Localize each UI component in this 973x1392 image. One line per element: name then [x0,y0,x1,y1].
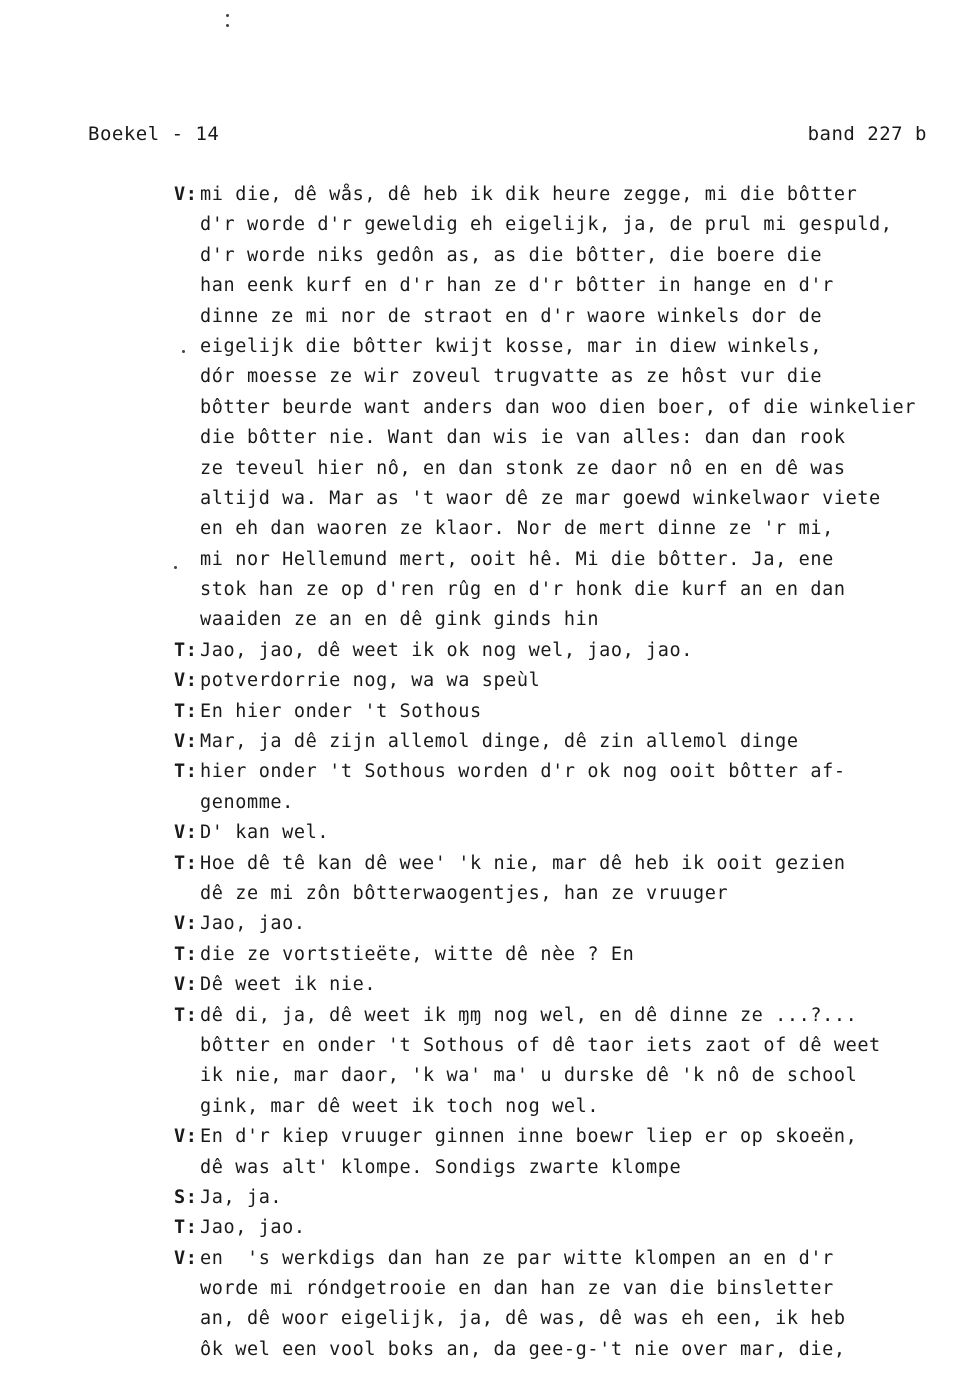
transcript-line [174,1061,964,1091]
line-text: Dê weet ik nie. [200,974,377,996]
transcript-line [174,636,964,666]
line-text: dê was alt' klompe. Sondigs zwarte klompe [200,1156,682,1178]
line-text: dê ze mi zôn bôtterwaogentjes, han ze vruuger [200,882,729,904]
line-text: bôtter beurde want anders dan woo dien boer, of die winkelier [200,396,917,418]
speaker-label: V: [174,822,198,844]
transcript-line [174,1244,964,1274]
line-text: en eh dan waoren ze klaor. Nor de mert dinne ze 'r mi, [200,518,834,540]
line-text: mi nor Hellemund mert, ooit hê. Mi die bôtter. Ja, ene [200,548,834,570]
transcript-line [174,454,964,484]
line-text: gink, mar dê weet ik toch nog wel. [200,1095,600,1117]
line-text: dê di, ja, dê weet ik ɱɱ nog wel, en dê dinne ze ...?... [200,1004,858,1026]
speaker-label: V: [174,184,198,205]
line-text: genomme. [200,791,294,813]
transcript-line [174,1153,964,1183]
transcript-line [174,302,964,332]
line-text: Ja, ja. [200,1186,283,1208]
speaker-label: T: [174,700,198,722]
line-text: waaiden ze an en dê gink ginds hin [200,609,600,631]
transcript-line [174,241,964,271]
line-text: han eenk kurf en d'r han ze d'r bôtter in hange en d'r [200,275,834,297]
transcript-line [174,727,964,757]
speaker-label: T: [174,761,198,783]
line-text: altijd wa. Mar as 't waor dê ze mar goewd winkelwaor viete [200,487,881,509]
transcript-line [174,1274,964,1304]
line-text: en 's werkdigs dan han ze par witte klompen an en d'r [200,1247,834,1269]
transcript-line [174,423,964,453]
page-header-left: Boekel - 14 [88,123,220,145]
line-text: En d'r kiep vruuger ginnen inne boewr liep er op skoeën, [200,1126,858,1148]
transcript-line [174,757,964,787]
transcript-line [174,1335,964,1365]
line-text: mi die, dê wås, dê heb ik dik heure zegge, mi die bôtter [200,184,858,205]
transcript-line [174,970,964,1000]
line-text: potverdorrie nog, wa wa speùl [200,670,541,692]
line-text: an, dê woor eigelijk, ja, dê was, dê was eh een, ik heb [200,1308,846,1330]
line-text: hier onder 't Sothous worden d'r ok nog ooit bôtter af- [200,761,846,783]
transcript-body [174,180,964,1365]
line-text: ze teveul hier nô, en dan stonk ze daor nô en en dê was [200,457,846,479]
speaker-label: V: [174,1126,198,1148]
transcript-line [174,484,964,514]
speaker-label: V: [174,670,198,692]
transcript-line [174,1031,964,1061]
speaker-label: S: [174,1186,198,1208]
transcript-line [174,849,964,879]
line-text: Jao, jao. [200,1217,306,1239]
line-text: Jao, jao, dê weet ik ok nog wel, jao, jao. [200,639,693,661]
transcript-line [174,788,964,818]
line-text: ik nie, mar daor, 'k wa' ma' u durske dê 'k nô de school [200,1065,858,1087]
transcript-line [174,362,964,392]
speaker-label: T: [174,1004,198,1026]
transcript-line [174,879,964,909]
line-text: D' kan wel. [200,822,330,844]
transcript-line [174,1001,964,1031]
transcript-line [174,605,964,635]
speaker-label: V: [174,731,198,753]
line-text: d'r worde niks gedôn as, as die bôtter, die boere die [200,244,823,266]
transcript-line [174,271,964,301]
speaker-label: T: [174,639,198,661]
transcript-line [174,1092,964,1122]
line-text: En hier onder 't Sothous [200,700,482,722]
transcript-line [174,210,964,240]
line-text: Jao, jao. [200,913,306,935]
transcript-line [174,545,964,575]
stray-mark [226,14,229,17]
line-text: die bôtter nie. Want dan wis ie van alles: dan dan rook [200,427,846,449]
transcript-line [174,1183,964,1213]
line-text: bôtter en onder 't Sothous of dê taor iets zaot of dê weet [200,1034,881,1056]
speaker-label: V: [174,913,198,935]
line-text: ôk wel een vool boks an, da gee-g-'t nie over mar, die, [200,1338,846,1360]
line-text: stok han ze op d'ren rûg en d'r honk die kurf an en dan [200,579,846,601]
transcript-line [174,514,964,544]
stray-mark [226,24,229,27]
line-text: dinne ze mi nor de straot en d'r waore winkels dor de [200,305,823,327]
speaker-label: V: [174,974,198,996]
page-header-right: band 227 b [807,123,927,145]
transcript-line [174,393,964,423]
speaker-label: T: [174,852,198,874]
transcript-line [174,940,964,970]
line-text: eigelijk die bôtter kwijt kosse, mar in diew winkels, [200,335,823,357]
line-text: dór moesse ze wir zoveul trugvatte as ze hôst vur die [200,366,823,388]
transcript-line [174,575,964,605]
speaker-label: V: [174,1247,198,1269]
speaker-label: T: [174,1217,198,1239]
transcript-line [174,909,964,939]
line-text: die ze vortstieëte, witte dê nèe ? En [200,943,635,965]
line-text: d'r worde d'r geweldig eh eigelijk, ja, de prul mi gespuld, [200,214,893,236]
transcript-line [174,666,964,696]
speaker-label: T: [174,943,198,965]
transcript-line [174,1304,964,1334]
transcript-line [174,697,964,727]
transcript-line [174,1213,964,1243]
transcript-line [174,180,964,210]
transcript-line [174,818,964,848]
line-text: worde mi róndgetrooie en dan han ze van die binsletter [200,1278,834,1300]
line-text: Hoe dê tê kan dê wee' 'k nie, mar dê heb ik ooit gezien [200,852,846,874]
transcript-line [174,332,964,362]
transcript-line [174,1122,964,1152]
line-text: Mar, ja dê zijn allemol dinge, dê zin allemol dinge [200,731,799,753]
